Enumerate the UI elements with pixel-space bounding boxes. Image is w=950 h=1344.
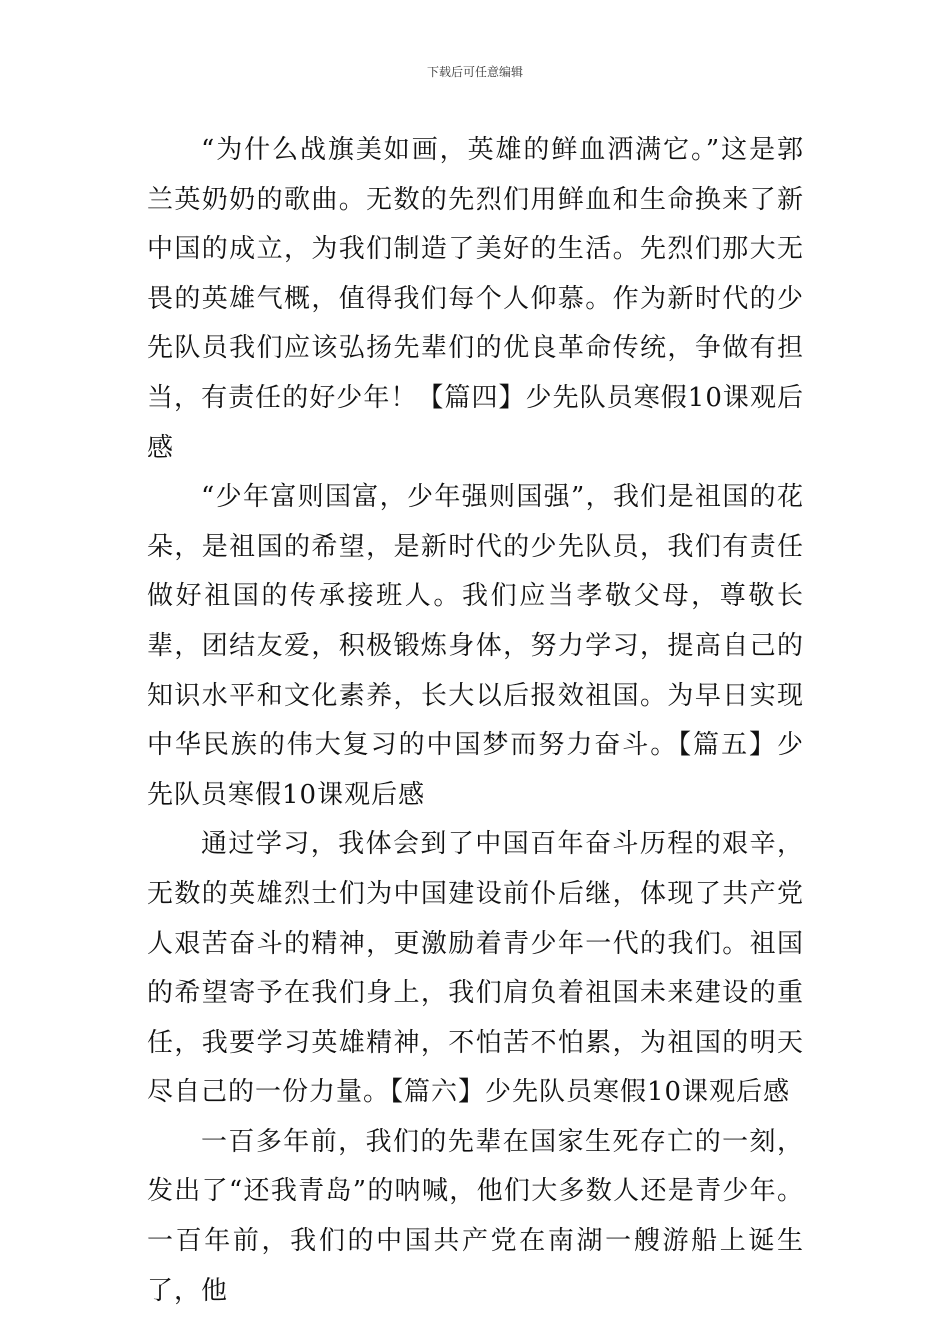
paragraph-2: “少年富则国富，少年强则国强”，我们是祖国的花朵，是祖国的希望，是新时代的少先队员，我们有责任做好祖国的传承接班人。我们应当孝敬父母，尊敬长辈，团结友爱，积极锻炼身体，努力学习，提高自己的知识水平和文化素养，长大以后报效祖国。为早日实现中华民族的伟大复习的中国梦而努力奋斗。【篇五】少先队员寒假10课观后感: [147, 482, 804, 810]
document-body: [147, 126, 804, 1316]
paragraph-3: 通过学习，我体会到了中国百年奋斗历程的艰辛，无数的英雄烈士们为中国建设前仆后继，体现了共产党人艰苦奋斗的精神，更激励着青少年一代的我们。祖国的希望寄予在我们身上，我们肩负着祖国未来建设的重任，我要学习英雄精神，不怕苦不怕累，为祖国的明天尽自己的一份力量。【篇六】少先队员寒假10课观后感: [147, 829, 804, 1108]
paragraph-4: 一百多年前，我们的先辈在国家生死存亡的一刻，发出了“还我青岛”的呐喊，他们大多数人还是青少年。一百年前，我们的中国共产党在南湖一艘游船上诞生了，他: [147, 1126, 804, 1306]
page-header: 下载后可任意编辑: [426, 65, 523, 79]
paragraph-1: “为什么战旗美如画，英雄的鲜血洒满它。”这是郭兰英奶奶的歌曲。无数的先烈们用鲜血和生命换来了新中国的成立，为我们制造了美好的生活。先烈们那大无畏的英雄气概，值得我们每个人仰慕。作为新时代的少先队员我们应该弘扬先辈们的优良革命传统，争做有担当，有责任的好少年！【篇四】少先队员寒假10课观后感: [147, 135, 804, 463]
